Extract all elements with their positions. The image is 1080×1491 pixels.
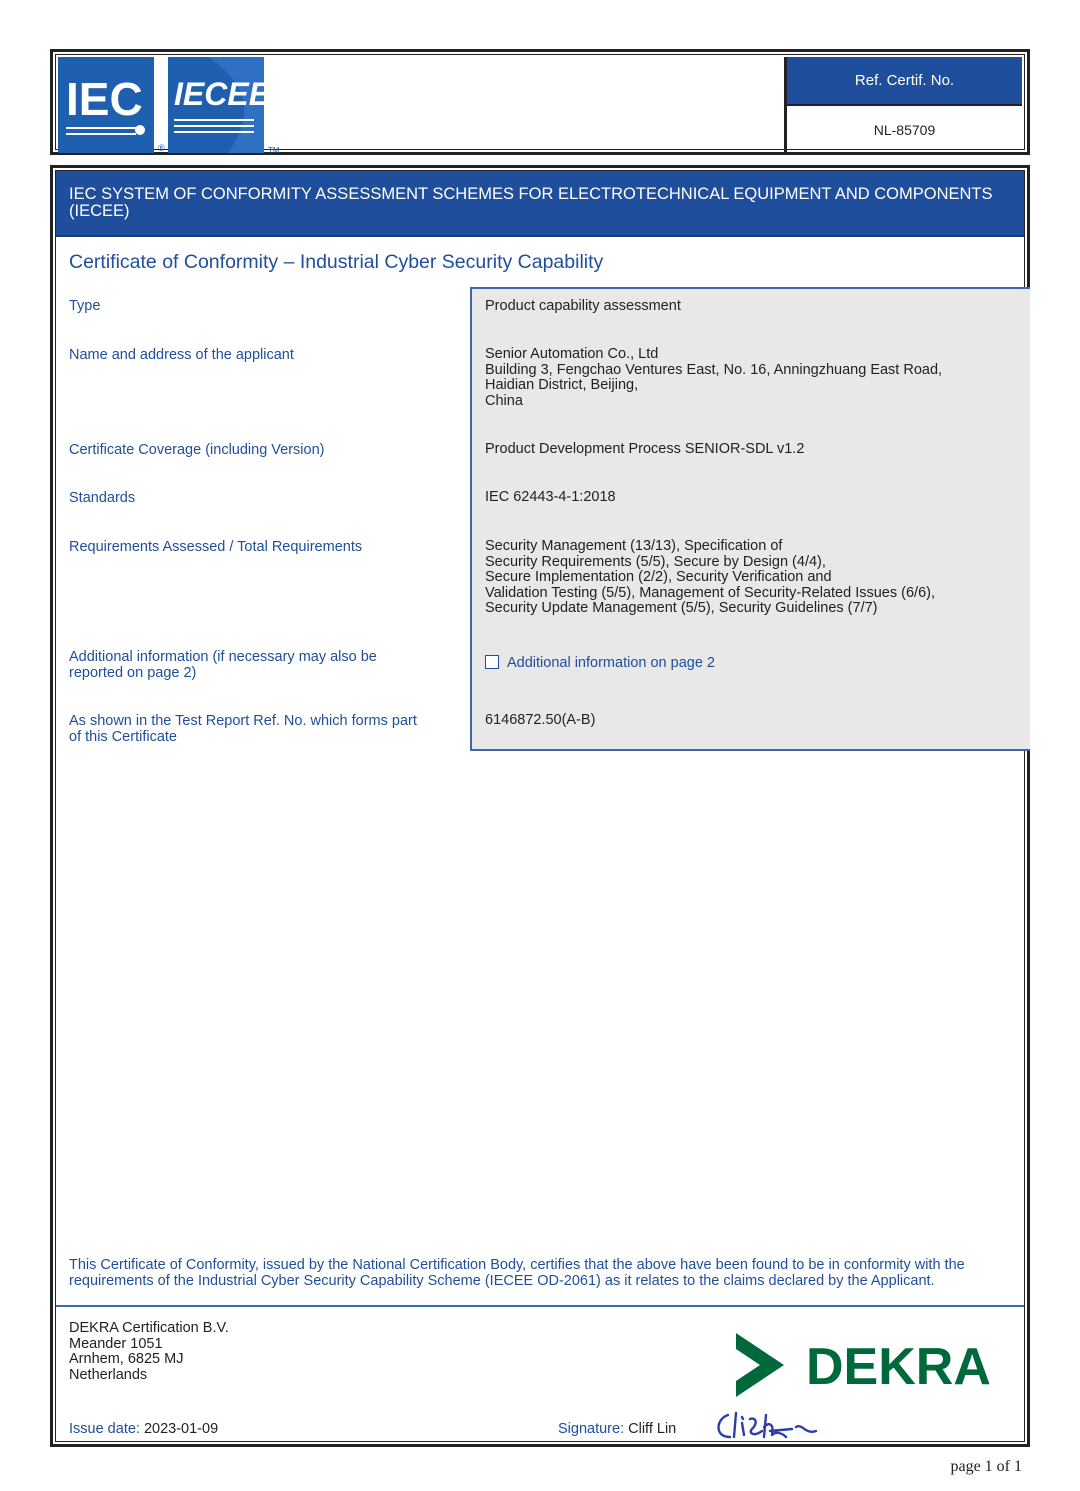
ref-certif-label: Ref. Certif. No. xyxy=(787,57,1022,106)
signature-line xyxy=(558,1421,676,1437)
issue-date-label: Issue date: xyxy=(69,1421,140,1437)
signature-label: Signature: xyxy=(558,1421,625,1437)
svg-text:TM: TM xyxy=(268,146,280,153)
ref-certif-number: NL-85709 xyxy=(873,121,936,138)
reference-certificate-box xyxy=(784,57,1022,153)
issue-date-value: 2023-01-09 xyxy=(143,1421,219,1437)
certificate-title: Certificate of Conformity – Industrial Cyber Security Capability xyxy=(69,251,604,273)
issue-date xyxy=(69,1421,218,1437)
standards-value: IEC 62443-4-1:2018 xyxy=(485,489,616,505)
body-street: Meander 1051 xyxy=(69,1335,163,1352)
additional-info-checkbox[interactable] xyxy=(485,655,499,669)
certificate-body xyxy=(50,165,1030,1447)
additional-info-value: Additional information on page 2 xyxy=(507,655,715,671)
signature-name: Cliff Lin xyxy=(628,1421,677,1437)
certificate-header xyxy=(50,49,1030,155)
body-city: Arnhem, 6825 MJ xyxy=(69,1351,184,1367)
scheme-title: IEC SYSTEM OF CONFORMITY ASSESSMENT SCHEMES FOR ELECTROTECHNICAL EQUIPMENT AND COMPONENTS (IECEE) xyxy=(56,171,1024,237)
type-value: Product capability assessment xyxy=(485,298,681,314)
iec-logo-text: IEC xyxy=(66,73,143,125)
test-report-value: 6146872.50(A-B) xyxy=(485,712,596,728)
dekra-logo xyxy=(732,1329,990,1401)
body-country: Netherlands xyxy=(69,1366,148,1383)
coverage-value: Product Development Process SENIOR-SDL v1.2 xyxy=(485,441,805,457)
type-label: Type xyxy=(69,298,101,314)
values-panel xyxy=(470,287,1030,751)
svg-text:®: ® xyxy=(158,143,165,153)
iecee-logo-text: IECEE xyxy=(174,76,271,112)
body-name: DEKRA Certification B.V. xyxy=(69,1320,229,1336)
standards-label: Standards xyxy=(69,490,136,506)
certification-body-address xyxy=(69,1321,229,1383)
additional-info-label: Additional information (if necessary may also be reported on page 2) xyxy=(69,649,377,681)
handwritten-signature xyxy=(712,1407,822,1447)
applicant-label: Name and address of the applicant xyxy=(69,347,294,363)
additional-info-row xyxy=(485,655,1025,672)
footer-divider xyxy=(56,1305,1024,1307)
page-number: page 1 of 1 xyxy=(950,1458,1022,1475)
conformity-statement: This Certificate of Conformity, issued by the National Certification Body, certifies that the above have been found to be in conformity with the requirements of the Industrial Cyber Security Capability Scheme (IECEE OD-2061) as it relates to the claims declared by the Applicant. xyxy=(69,1257,965,1289)
dekra-logo-text: DEKRA xyxy=(806,1338,990,1396)
test-report-label: As shown in the Test Report Ref. No. which forms part of this Certificate xyxy=(69,713,417,745)
applicant-value: Senior Automation Co., Ltd Building 3, Fengchao Ventures East, No. 16, Anningzhuang East Road, Haidian District, Beijing, China xyxy=(485,346,943,409)
requirements-label: Requirements Assessed / Total Requirements xyxy=(69,539,363,555)
coverage-label: Certificate Coverage (including Version) xyxy=(69,442,325,458)
requirements-value: Security Management (13/13), Specification of Security Requirements (5/5), Secure by Design (4/4), Secure Implementation (2/2), Security Verification and Validation Testing (5/5), Management of Security-Related Issues (6/6), Security Update Management (5/5), Security Guidelines (7/7) xyxy=(485,538,935,616)
iec-iecee-logo xyxy=(58,57,288,153)
